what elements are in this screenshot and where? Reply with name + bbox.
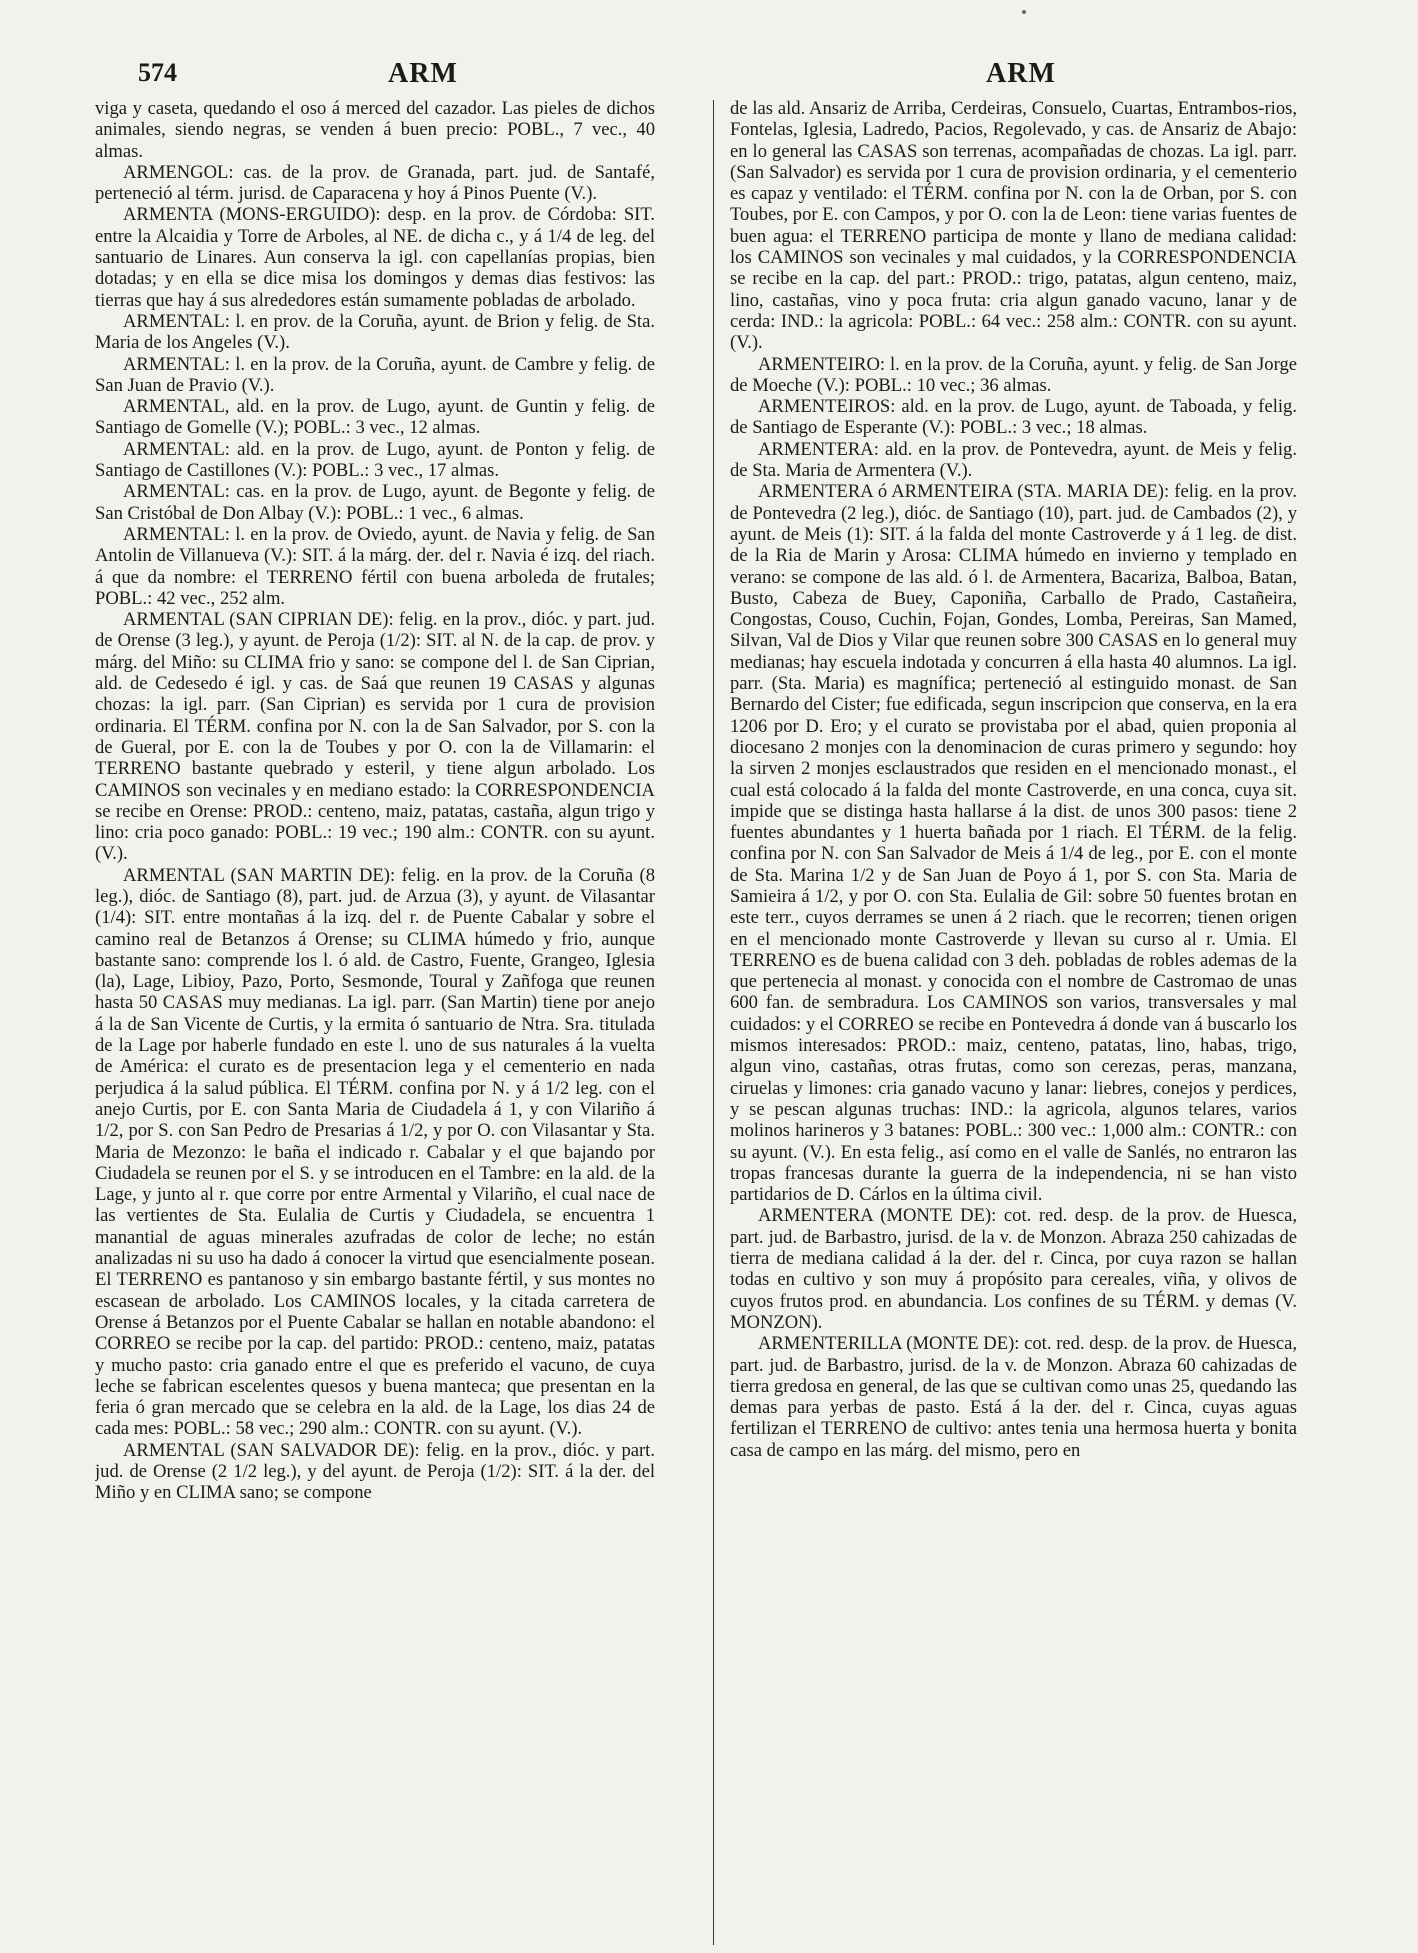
entry: ARMENTERA (MONTE DE): cot. red. desp. de la prov. de Huesca, part. jud. de Barbastro, jurisd. de la v. de Monzon. Abraza 250 cahizadas de tierra de mediana calidad á la der. del r. Cinca, por cuya razon se hallan todas en cultivo y son muy á propósito para cereales, viña, y olivos de cuyos frutos prod. en abundancia. Los confines de su TÉRM. y demas (V. MONZON). <box>730 1205 1297 1333</box>
entry: ARMENGOL: cas. de la prov. de Granada, part. jud. de Santafé, perteneció al térm. jurisd. de Caparacena y hoy á Pinos Puente (V.). <box>95 161 655 205</box>
page-number: 574 <box>138 58 177 87</box>
paper-speck <box>1022 10 1026 14</box>
entry: ARMENTAL: l. en prov. de la Coruña, ayunt. de Brion y felig. de Sta. Maria de los Angeles (V.). <box>95 310 655 354</box>
entry: ARMENTERA ó ARMENTEIRA (STA. MARIA DE): felig. en la prov. de Pontevedra (2 leg.), dióc. de Santiago (10), part. jud. de Cambados (2), y ayunt. de Meis (1): SIT. á la falda del monte Castroverde y á 1 leg. de dist. de la Ria de Marin y Arosa: CLIMA húmedo en invierno y templado en verano: se compone de las ald. ó l. de Armentera, Bacariza, Balboa, Batan, Busto, Cabeza de Buey, Caponiña, Carballo de Prado, Castañeira, Congostas, Couso, Cuchin, Fojan, Gondes, Lomba, Pereiras, San Mamed, Silvan, Val de Dios y Vilar que reunen sobre 300 CASAS en lo general muy medianas; hay escuela indotada y concurren á ella hasta 40 alumnos. La igl. parr. (Sta. Maria) es magnífica; perteneció al estinguido monast. de San Bernardo del Cister; fue edificada, segun inscripcion que conserva, en la era 1206 por D. Ero; y el curato se provistaba por el abad, quien proponia al diocesano 2 monjes con la denominacion de curas primero y segundo: hoy la sirven 2 monjes esclaustrados que residen en el mencionado monast., el cual está colocado á la falda del monte Castroverde, en una conca, cuya sit. impide que se distinga hasta hallarse á la dist. de unos 300 pasos: tiene 2 fuentes abundantes y 1 huerta bañada por 1 riach. El TÉRM. de la felig. confina por N. con San Salvador de Meis á 1/4 de leg., por E. con el monte de Sta. Marina 1/2 y de San Juan de Poyo á 1, por S. con Sta. Maria de Samieira á 1/2, y por O. con Sta. Eulalia de Gil: sobre 50 fuentes brotan en este terr., cuyos derrames se unen á 2 riach. que le recorren; tienen origen en el mencionado monte Castroverde y llevan su curso al r. Umia. El TERRENO es de buena calidad con 3 deh. pobladas de robles ademas de la que pertenecia al monast. y conocida con el nombre de Castromao de unas 600 fan. de sembradura. Los CAMINOS son varios, transversales y mal cuidados: y el CORREO se recibe en Pontevedra á donde van á buscarlo los mismos interesados: PROD.: maiz, centeno, patatas, lino, habas, trigo, algun vino, castañas, otras frutas, como son cerezas, peras, manzana, ciruelas y limones: cria ganado vacuno y lanar: liebres, conejos y perdices, y se pescan algunas truchas: IND.: la agricola, algunos telares, varios molinos harineros y 3 batanes: POBL.: 300 vec.: 1,000 alm.: CONTR.: con su ayunt. (V.). En esta felig., así como en el valle de Sanlés, no entraron las tropas francesas durante la guerra de la independencia, ni se han visto partidarios de D. Cárlos en la última civil. <box>730 481 1297 1206</box>
entry: ARMENTAL: ald. en la prov. de Lugo, ayunt. de Ponton y felig. de Santiago de Castillones (V.): POBL.: 3 vec., 17 almas. <box>95 438 655 482</box>
entry: ARMENTAL: l. en la prov. de la Coruña, ayunt. de Cambre y felig. de San Juan de Pravio (V.). <box>95 353 655 396</box>
entry: ARMENTERA: ald. en la prov. de Pontevedra, ayunt. de Meis y felig. de Sta. Maria de Armentera (V.). <box>730 438 1297 482</box>
entry: ARMENTERILLA (MONTE DE): cot. red. desp. de la prov. de Huesca, part. jud. de Barbastro, jurisd. de la v. de Monzon. Abraza 60 cahizadas de tierra gredosa en general, de las que se cultivan como unas 25, quedando las demas para yerbas de pasto. Está á la der. del r. Cinca, cuyas aguas fertilizan el TERRENO de cultivo: antes tenia una hermosa huerta y bonita casa de campo en las márg. del mismo, pero en <box>730 1333 1297 1461</box>
page-header <box>138 58 1288 98</box>
entry: ARMENTAL, ald. en la prov. de Lugo, ayunt. de Guntin y felig. de Santiago de Gomelle (V.); POBL.: 3 vec., 12 almas. <box>95 396 655 439</box>
entry: ARMENTAL (SAN MARTIN DE): felig. en la prov. de la Coruña (8 leg.), dióc. de Santiago (8), part. jud. de Arzua (3), y ayunt. de Vilasantar (1/4): SIT. entre montañas á la izq. del r. de Puente Cabalar y sobre el camino real de Betanzos á Orense; su CLIMA húmedo y frio, aunque bastante sano: comprende los l. ó ald. de Castro, Fuente, Grangeo, Iglesia (la), Lage, Libioy, Pazo, Porto, Sesmonde, Toural y Zañfoga que reunen hasta 50 CASAS muy medianas. La igl. parr. (San Martin) tiene por anejo á la de San Vicente de Curtis, y la ermita ó santuario de Ntra. Sra. titulada de la Lage por haberle fundado en este l. uno de sus naturales á la vuelta de América: el curato es de presentacion lega y el cementerio en nada perjudica á la salud pública. El TÉRM. confina por N. y á 1/2 leg. con el anejo Curtis, por E. con Santa Maria de Ciudadela á 1, y con Vilariño á 1/2, por S. con San Pedro de Presarias á 1/2, y por O. con Vilasantar y Sta. Maria de Mezonzo: le baña el indicado r. Cabalar y el que bajando por Ciudadela se reunen por el S. y se introducen en el Tambre: en la ald. de la Lage, y junto al r. que corre por entre Armental y Vilariño, el cual nace de las vertientes de Sta. Eulalia de Curtis y Ciudadela, se encuentra 1 manantial de aguas minerales azufradas de color de leche; no están analizadas ni su uso ha dado á conocer la virtud que esencialmente posean. El TERRENO es pantanoso y sin embargo bastante fértil, y sus montes no escasean de arbolado. Los CAMINOS locales, y la citada carretera de Orense á Betanzos por el Puente Cabalar se hallan en notable abandono: el CORREO se recibe por la cap. del partido: PROD.: centeno, maiz, patatas y mucho pasto: cria ganado entre el que es preferido el vacuno, de cuya leche se fabrican escelentes quesos y buena manteca; que presentan en la feria ó gran mercado que se celebra en la ald. de la Lage, los dias 24 de cada mes: POBL.: 58 vec.; 290 alm.: CONTR. con su ayunt. (V.). <box>95 864 655 1440</box>
running-headword-right: ARM <box>986 58 1056 89</box>
entry: ARMENTA (MONS-ERGUIDO): desp. en la prov. de Córdoba: SIT. entre la Alcaidia y Torre de Arboles, al NE. de dicha c., y á 1/4 de leg. del santuario de Linares. Aun conserva la igl. con capellanías propias, bien dotadas; y en ella se dice misa los domingos y demas dias festivos: las tierras que hay á sus alrededores están sumamente pobladas de arbolado. <box>95 204 655 311</box>
left-column <box>95 98 655 1948</box>
entry: ARMENTAL: l. en la prov. de Oviedo, ayunt. de Navia y felig. de San Antolin de Villanueva (V.): SIT. á la márg. der. del r. Navia é izq. del riach. á que da nombre: el TERRENO fértil con buena arboleda de frutales; POBL.: 42 vec., 252 alm. <box>95 523 655 609</box>
entry: ARMENTAL (SAN CIPRIAN DE): felig. en la prov., dióc. y part. jud. de Orense (3 leg.), y ayunt. de Peroja (1/2): SIT. al N. de la cap. de prov. y márg. del Miño: su CLIMA frio y sano: se compone del l. de San Ciprian, ald. de Cedesedo é igl. y cas. de Saá que reunen 19 CASAS y algunas chozas: la igl. parr. (San Ciprian) es servida por 1 cura de provision ordinaria. El TÉRM. confina por N. con la de San Salvador, por S. con la de Gueral, por E. con la de Toubes y por O. con la de Villamarin: el TERRENO bastante quebrado y esteril, y tiene algun arbolado. Los CAMINOS son vecinales y en mediano estado: la CORRESPONDENCIA se recibe en Orense: PROD.: centeno, maiz, patatas, castaña, algun trigo y lino: cria poco ganado: POBL.: 19 vec.; 190 alm.: CONTR. con su ayunt. (V.). <box>95 609 655 865</box>
right-column <box>730 98 1297 1948</box>
entry: viga y caseta, quedando el oso á merced del cazador. Las pieles de dichos animales, siendo negras, se venden á buen precio: POBL., 7 vec., 40 almas. <box>95 98 655 162</box>
entry: ARMENTAL (SAN SALVADOR DE): felig. en la prov., dióc. y part. jud. de Orense (2 1/2 leg.), y del ayunt. de Peroja (1/2): SIT. á la der. del Miño y en CLIMA sano; se compone <box>95 1439 655 1504</box>
running-headword-left: ARM <box>388 58 458 89</box>
entry: ARMENTEIRO: l. en la prov. de la Coruña, ayunt. y felig. de San Jorge de Moeche (V.): POBL.: 10 vec.; 36 almas. <box>730 353 1297 396</box>
entry: de las ald. Ansariz de Arriba, Cerdeiras, Consuelo, Cuartas, Entrambos-rios, Fontelas, Iglesia, Ladredo, Pacios, Regolevado, y cas. de Ansariz de Abajo: en lo general las CASAS son terrenas, acompañadas de chozas. La igl. parr. (San Salvador) es servida por 1 cura de provision ordinaria, y el cementerio es capaz y ventilado: el TÉRM. confina por N. con la de Orban, por S. con Toubes, por E. con Campos, y por O. con la de Leon: tiene varias fuentes de buen agua: el TERRENO participa de monte y llano de mediana calidad: los CAMINOS son vecinales y mal cuidados, y la CORRESPONDENCIA se recibe en la cap. del part.: PROD.: trigo, patatas, algun centeno, maiz, lino, castañas, vino y poca fruta: cria algun ganado vacuno, lanar y de cerda: IND.: la agricola: POBL.: 64 vec.: 258 alm.: CONTR. con su ayunt. (V.). <box>730 98 1297 354</box>
column-divider <box>713 100 714 1945</box>
entry: ARMENTEIROS: ald. en la prov. de Lugo, ayunt. de Taboada, y felig. de Santiago de Esperante (V.): POBL.: 3 vec.; 18 almas. <box>730 396 1297 439</box>
entry: ARMENTAL: cas. en la prov. de Lugo, ayunt. de Begonte y felig. de San Cristóbal de Don Albay (V.): POBL.: 1 vec., 6 almas. <box>95 481 655 524</box>
